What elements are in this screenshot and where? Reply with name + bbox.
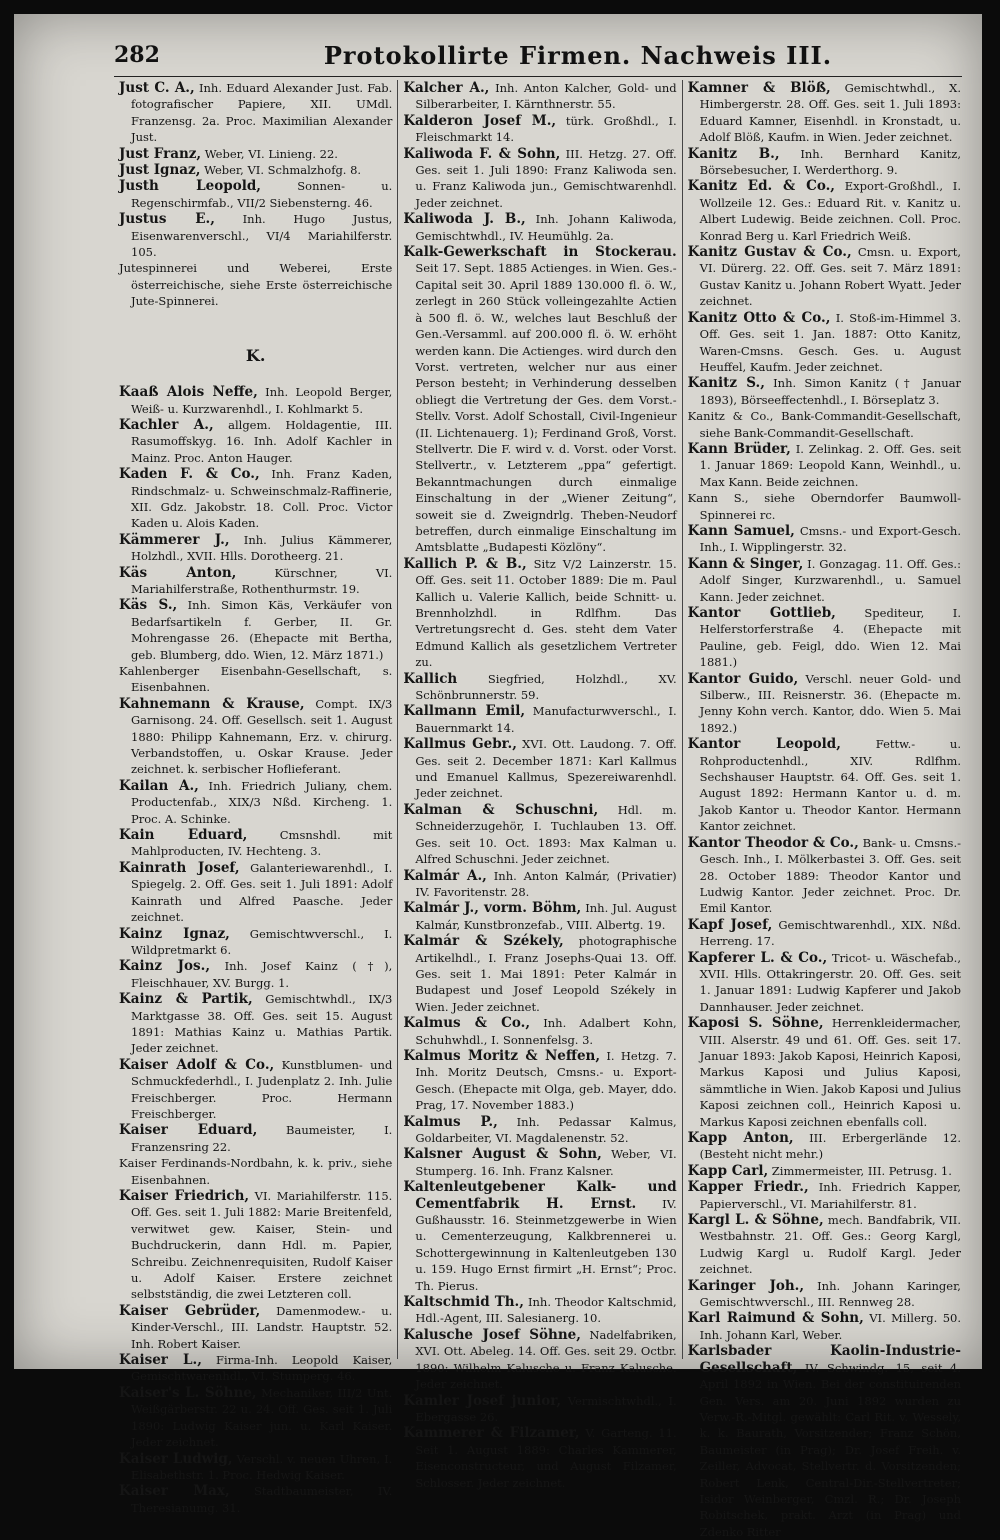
entry-text: III. Erbergerlände 12. (Besteht nicht mehr.) [699, 1131, 961, 1162]
firm-name: Kainz Ignaz, [119, 925, 230, 942]
directory-entry [403, 1114, 676, 1147]
directory-entry [403, 211, 676, 244]
directory-page [14, 14, 982, 1539]
entry-text: Gemischtwhdl., X. Himbergerstr. 28. Off. Ges. seit 1. Juli 1893: Eduard Kamner, Eisenhdl. in Kronstadt, u. Adolf Blöß, Kaufm. in Wien. Jeder zeichnet. [699, 81, 961, 145]
firm-name: Kaliwoda F. & Sohn, [403, 145, 561, 162]
directory-entry [403, 1146, 676, 1179]
directory-entry [403, 80, 676, 113]
directory-entry [119, 260, 392, 309]
entry-text: mech. Bandfabrik, VII. Westbahnstr. 21. Off. Ges.: Georg Kargl, Ludwig Kargl u. Rudolf Kargl. Jeder zeichnet. [699, 1213, 961, 1277]
entry-text: Damenmodew.- u. Kinder-Verschl., III. Landstr. Hauptstr. 52. Inh. Robert Kaiser. [131, 1303, 393, 1351]
directory-entry [119, 778, 392, 827]
directory-entry [119, 178, 392, 211]
entry-text: Kanitz & Co., Bank-Commandit-Gesellschaft, siehe Bank-Commandit-Gesellschaft. [687, 409, 961, 440]
directory-entry [403, 244, 676, 556]
entry-text: Spediteur, I. Helferstorferstraße 4. (Ehepacte mit Pauline, geb. Feigl, ddo. Wien 12. Mai 1881.) [699, 606, 961, 670]
entry-text: Inh. Simon Kanitz († Januar 1893), Börseeffectenhdl., I. Börseplatz 3. [699, 376, 961, 407]
entry-text: IV. Gußhausstr. 16. Steinmetzgewerbe in Wien u. Cementerzeugung, Kalkbrennerei u. Schottergewinnung in Kaltenleutgeben 130 u. 159. Hugo Ernst firmirt „H. Ernst“; Proc. Th. Pierus. [415, 1196, 677, 1293]
firm-name: Kantor Gottlieb, [687, 605, 836, 621]
entry-text: Kahlenberger Eisenbahn-Gesellschaft, s. Eisenbahnen. [119, 664, 393, 695]
directory-entry [688, 178, 961, 244]
entry-text: Jutespinnerei und Weberei, Erste österreichische, siehe Erste österreichische Jute-Spinnerei. [119, 261, 393, 309]
directory-entry [688, 671, 961, 737]
directory-entry [403, 736, 676, 802]
firm-name: Kallich P. & B., [403, 555, 527, 572]
firm-name: Käs S., [119, 597, 178, 614]
firm-name: Kantor Theodor & Co., [687, 834, 859, 851]
firm-name: Kailan A., [119, 777, 199, 794]
entry-text: Vermischtwhdl., I. Ebergasse 26. [415, 1393, 677, 1424]
firm-name: Kaltenleutgebener Kalk- und Cementfabrik H. Ernst. [403, 1179, 677, 1212]
entry-text: Baumeister, I. Franzensring 22. [131, 1123, 393, 1154]
firm-name: Kammerer & Filzamer, [403, 1425, 580, 1442]
directory-entry [119, 926, 392, 959]
firm-name: Kalmus Moritz & Neffen, [403, 1047, 601, 1064]
directory-entry [119, 1352, 392, 1385]
directory-entry [119, 384, 392, 417]
directory-entry [688, 1130, 961, 1163]
entry-text: Inh. Julius Kämmerer, Holzhdl., XVII. Hlls. Dorotheerg. 21. [131, 532, 393, 564]
directory-entry [688, 917, 961, 950]
directory-entry [688, 1212, 961, 1278]
entry-text: Kunstblumen- und Schmuckfederhdl., I. Judenplatz 2. Inh. Julie Freischberger. Proc. Hermann Freischberger. [131, 1057, 393, 1121]
firm-name: Kaiser Adolf & Co., [119, 1056, 275, 1073]
firm-name: Kallmann Emil, [403, 703, 526, 720]
entry-text: Siegfried, Holzhdl., XV. Schönbrunnerstr. 59. [415, 671, 677, 703]
directory-entry [688, 1179, 961, 1212]
directory-entry [119, 860, 392, 926]
firm-name: Kaiser Ludwig, [119, 1450, 233, 1467]
firm-name: Kahnemann & Krause, [119, 695, 305, 712]
firm-name: Kapp Anton, [687, 1130, 794, 1146]
directory-entry [688, 244, 961, 310]
directory-entry [403, 671, 676, 704]
directory-entry [119, 991, 392, 1057]
firm-name: Käs Anton, [119, 564, 237, 581]
entry-text: Manufacturwverschl., I. Bauernmarkt 14. [415, 704, 677, 735]
directory-entry [688, 1278, 961, 1311]
firm-name: Kachler A., [119, 416, 214, 433]
directory-entry [688, 1310, 961, 1343]
entry-text: Galanteriewarenhdl., I. Spiegelg. 2. Off. Ges. seit 1. Juli 1891: Adolf Kainrath und Alfred Paasche. Jeder zeichnet. [131, 860, 393, 925]
entry-text: Export-Großhdl., I. Wollzeile 12. Ges.: Eduard Rit. v. Kanitz u. Albert Ludewig. Beide zeichnen. Coll. Proc. Konrad Berg u. Karl Friedrich Weiß. [699, 179, 961, 243]
directory-entry [403, 703, 676, 736]
entry-text: Verschl. v. neuen Uhren, I. Elisabethstr. 1. Proc. Hedwig Kaiser. [131, 1451, 393, 1482]
directory-entry [403, 868, 676, 901]
directory-entry [403, 933, 676, 1015]
column-3 [682, 80, 966, 1539]
entry-text: Stadtbaumeister, IV. Theresianumg. 31. [131, 1484, 393, 1515]
entry-text: Nadelfabriken, XVI. Ott. Abeleg. 14. Off. Ges. seit 29. Octbr. 1890: Wilhelm Kalusche u. Franz Kalusche. Jeder zeichnet. [415, 1327, 677, 1392]
entry-text: Inh. Pedassar Kalmus, Goldarbeiter, VI. Magdalenenstr. 52. [415, 1114, 677, 1145]
entry-text: Inh. Anton Kalcher, Gold- und Silberarbeiter, I. Kärnthnerstr. 55. [415, 81, 677, 112]
directory-entry [403, 113, 676, 146]
directory-entry [119, 663, 392, 696]
directory-entry [403, 1048, 676, 1114]
entry-text: I. Stoß-im-Himmel 3. Off. Ges. seit 1. Jan. 1887: Otto Kanitz, Waren-Cmsns. Gesch. Ges. u. August Heuffel, Kaufm. Jeder zeichnet. [699, 310, 961, 374]
directory-entry [119, 696, 392, 778]
entry-text: Zimmermeister, III. Petrusg. 1. [768, 1163, 952, 1178]
directory-entry [403, 802, 676, 868]
entry-text: Cmsn. u. Export, VI. Dürerg. 22. Off. Ges. seit 7. März 1891: Gustav Kanitz u. Johann Robert Wyatt. Jeder zeichnet. [699, 245, 961, 309]
entry-text: Kaiser Ferdinands-Nordbahn, k. k. priv., siehe Eisenbahnen. [119, 1156, 393, 1187]
directory-entry [688, 310, 961, 376]
firm-name: Karinger Joh., [687, 1277, 805, 1294]
page-number: 282 [114, 42, 160, 68]
entry-text: Inh. Theodor Kaltschmid, Hdl.-Agent, III. Salesianerg. 10. [415, 1295, 677, 1326]
entry-text: Fettw.- u. Rohproductenhdl., XIV. Rdlfhm. Sechshauser Hauptstr. 64. Off. Ges. seit 1. August 1892: Hermann Kantor u. d. m. Jakob Kantor u. Theodor Kantor. Hermann Kantor zeichnet. [699, 737, 961, 834]
firm-name: Justh Leopold, [119, 178, 261, 195]
firm-name: Kamner & Blöß, [687, 80, 831, 96]
firm-name: Kaiser Friedrich, [119, 1188, 250, 1204]
page-header [114, 36, 962, 74]
entry-text: Firma-Inh. Leopold Kaiser, Gemischtwarenhdl., VI. Stumperg. 46. [131, 1353, 393, 1384]
entry-text: V. Garteng. 11. Seit 1. August 1889: Charles Kammerer, Eisenconstructeur, und August Filzamer, Schlosser. Jeder zeichnet. [415, 1426, 677, 1490]
entry-text: Tricot- u. Wäschefab., XVII. Hlls. Ottakringerstr. 20. Off. Ges. seit 1. Januar 1891: Ludwig Kapferer und Jakob Dannhauser. Jeder zeichnet. [699, 950, 961, 1014]
firm-name: Kalk-Gewerkschaft in Stockerau. [403, 244, 677, 261]
entry-text: Inh. Leopold Berger, Weiß- u. Kurzwarenhdl., I. Kohlmarkt 5. [131, 385, 393, 416]
directory-entry [688, 146, 961, 179]
firm-name: Just C. A., [119, 80, 195, 96]
directory-entry [119, 1155, 392, 1188]
entry-text: Inh. Franz Kaden, Rindschmalz- u. Schweinschmalz-Raffinerie, XII. Gdz. Jakobstr. 18. Coll. Proc. Victor Kaden u. Alois Kaden. [131, 467, 393, 531]
firm-name: Kalman & Schuschni, [403, 801, 599, 818]
entry-text: I. Hetzg. 7. Inh. Moritz Deutsch, Cmsns.- u. Export-Gesch. (Ehepacte mit Olga, geb. Mayer, ddo. Prag, 17. November 1883.) [415, 1048, 677, 1113]
firm-name: Kalusche Josef Söhne, [403, 1326, 581, 1343]
entry-text: Verschl. neuer Gold- und Silberw., III. Reisnerstr. 36. (Ehepacte m. Jenny Kohn verch. Kantor, ddo. Wien 5. Mai 1892.) [699, 671, 961, 735]
directory-entry [688, 408, 961, 441]
entry-text: VI. Millerg. 50. Inh. Johann Karl, Weber. [699, 1311, 961, 1342]
directory-entry [688, 1343, 961, 1540]
firm-name: Kapf Josef, [687, 916, 773, 933]
firm-name: Kapper Friedr., [687, 1179, 809, 1196]
entry-text: IV. Schwindg. 15, seit 4. April 1892 in Wien. Bei der constituirenden Gen. Vers. am 20. Juni 1892 wurden zu Verw.-R.-Mitgl. gewählt: Carl Rit. v. Wessely, k. k. Baurath, Vorsitzender; Franz Schön, Baumeister (in Prag); Dr. Josef Freih. v. Zeiller, Advocat, Stellvertr. d. Vorsitzenden; Robert Lenk, Central-Dir.-Stellvertreter; Isidor Weinberger, Cmzl. R.; Dr. Joseph Robitschek, prakt. Arzt (in Prag) und Zdenko Ritter [699, 1360, 961, 1539]
entry-text: Gemischtwarenhdl., XIX. Nßd. Herreng. 17. [699, 917, 961, 949]
directory-entry [119, 1303, 392, 1352]
directory-entry [119, 146, 392, 162]
firm-name: Kalmár & Székely, [403, 933, 564, 950]
firm-name: Kaiser's L. Söhne, [119, 1384, 257, 1401]
firm-name: Kaposi S. Söhne, [687, 1015, 824, 1032]
entry-text: türk. Großhdl., I. Fleischmarkt 14. [415, 113, 677, 145]
directory-entry [119, 532, 392, 565]
directory-entry [688, 835, 961, 917]
directory-entry [403, 1294, 676, 1327]
firm-name: Kanitz S., [687, 375, 765, 392]
directory-entry [119, 958, 392, 991]
entry-text: Weber, VI. Linieng. 22. [201, 146, 338, 161]
directory-entry [688, 556, 961, 605]
firm-name: Just Franz, [119, 145, 202, 162]
directory-entry [688, 523, 961, 556]
columns [114, 80, 966, 1539]
entry-text: Inh. Bernhard Kanitz, Börsebesucher, I. Werderthorg. 9. [699, 146, 961, 178]
entry-text: I. Zelinkag. 2. Off. Ges. seit 1. Januar 1869: Leopold Kann, Weinhdl., u. Max Kann. Beide zeichnen. [699, 441, 961, 489]
firm-name: Kalmár J., vorm. Böhm, [403, 900, 582, 917]
directory-entry [119, 466, 392, 532]
entry-text: Gemischtwhdl., IX/3 Marktgasse 38. Off. Ges. seit 15. August 1891: Mathias Kainz u. Mathias Partik. Jeder zeichnet. [131, 992, 393, 1056]
firm-name: Kaltschmid Th., [403, 1294, 524, 1311]
section-letter: K. [245, 345, 266, 365]
directory-entry [119, 565, 392, 598]
directory-entry [403, 1425, 676, 1491]
firm-name: Just Ignaz, [119, 162, 201, 179]
entry-text: Mechaniker, III/2 Unt. Weißgärberstr. 22 u. 24. Off. Ges. seit 1. Juli 1890: Ludwig Kaiser jun. u. Karl Kaiser. Jeder zeichnet. [131, 1385, 393, 1450]
firm-name: Kain Eduard, [119, 827, 248, 844]
directory-entry [119, 1188, 392, 1303]
directory-entry [403, 146, 676, 212]
firm-name: Kalmus P., [403, 1113, 498, 1130]
entry-text: III. Hetzg. 27. Off. Ges. seit 1. Juli 1890: Franz Kaliwoda sen. u. Franz Kaliwoda jun., Gemischtwarenhdl. Jeder zeichnet. [415, 146, 677, 210]
entry-text: Gemischtwverschl., I. Wildpretmarkt 6. [131, 926, 393, 957]
entry-text: Bank- u. Cmsns.-Gesch. Inh., I. Mölkerbastei 3. Off. Ges. seit 28. October 1889: Theodor Kantor und Ludwig Kantor. Jeder zeichnet. Proc. Dr. Emil Kantor. [699, 835, 961, 916]
firm-name: Kamler Josef junior, [403, 1392, 562, 1409]
entry-text: Inh. Johann Kaliwoda, Gemischtwhdl., IV. Heumühlg. 2a. [415, 212, 677, 243]
entry-text: Herrenkleidermacher, VIII. Alserstr. 49 und 61. Off. Ges. seit 17. Januar 1893: Jakob Kaposi, Heinrich Kaposi, Markus Kaposi und Julius Kaposi, sämmtliche in Wien. Jakob Kaposi und Julius Kaposi zeichnen coll., Heinrich Kaposi u. Markus Kaposi zeichnen ebenfalls coll. [699, 1016, 961, 1129]
firm-name: Karl Raimund & Sohn, [687, 1310, 864, 1327]
entry-text: Cmsnshdl. mit Mahlproducten, IV. Hechteng. 3. [131, 828, 393, 859]
firm-name: Kaaß Alois Neffe, [119, 384, 258, 401]
firm-name: Kainz & Partik, [119, 991, 253, 1008]
firm-name: Kanitz Gustav & Co., [687, 244, 852, 261]
entry-text: Inh. Anton Kalmár, (Privatier) IV. Favoritenstr. 28. [415, 868, 677, 899]
firm-name: Kaiser Eduard, [119, 1122, 258, 1139]
firm-name: Kalmár A., [403, 867, 487, 884]
directory-entry [403, 1393, 676, 1426]
entry-text: Inh. Adalbert Kohn, Schuhwhdl., I. Sonnenfelsg. 3. [415, 1016, 677, 1047]
directory-entry [688, 605, 961, 671]
firm-name: Kann Samuel, [687, 522, 795, 539]
entry-text: VI. Mariahilferstr. 115. Off. Ges. seit 1. Juli 1882: Marie Breitenfeld, verwitwet gew. Kaiser, Stein- und Buchdruckerin, dann Hdl. m. Papier, Schreibu. Zeichnenrequisiten, Rudolf Kaiser u. Adolf Kaiser. Erstere zeichnet selbstständig, die zwei Letzteren coll. [131, 1189, 393, 1302]
entry-text: Weber, VI. Schmalzhofg. 8. [200, 163, 362, 178]
directory-entry [688, 736, 961, 834]
firm-name: Kanitz B., [687, 145, 780, 162]
firm-name: Kalsner August & Sohn, [403, 1146, 602, 1163]
directory-entry [119, 80, 392, 146]
firm-name: Kalderon Josef M., [403, 112, 557, 129]
entry-text: Sitz V/2 Lainzerstr. 15. Off. Ges. seit 11. October 1889: Die m. Paul Kallich u. Valerie Kallich, beide Schnitt- u. Brennholzhdl. in Rdlfhm. Das Vertretungsrecht d. Ges. steht dem Vater Edmund Kallich als gesetzlichem Vertreter zu. [415, 556, 677, 670]
entry-text: Inh. Simon Käs, Verkäufer von Bedarfsartikeln f. Gerber, II. Gr. Mohrengasse 26. (Ehepacte mit Bertha, geb. Blumberg, ddo. Wien, 12. März 1871.) [131, 598, 393, 662]
directory-entry [403, 1015, 676, 1048]
directory-entry [688, 375, 961, 408]
entry-text: allgem. Holdagentie, III. Rasumoffskyg. 16. Inh. Adolf Kachler in Mainz. Proc. Anton Hauger. [131, 417, 393, 465]
running-head: Protokollirte Firmen. Nachweis III. [323, 40, 833, 70]
firm-name: Kalcher A., [403, 80, 490, 96]
directory-entry [403, 556, 676, 671]
firm-name: Kaiser Max, [119, 1483, 230, 1500]
directory-entry [119, 211, 392, 260]
directory-entry [688, 1015, 961, 1130]
firm-name: Kainz Jos., [119, 958, 211, 975]
firm-name: Kapp Carl, [687, 1162, 769, 1179]
directory-entry [119, 417, 392, 466]
directory-entry [688, 950, 961, 1016]
directory-entry [688, 441, 961, 490]
column-2 [397, 80, 681, 1490]
firm-name: Justus E., [119, 211, 215, 228]
firm-name: Kaliwoda J. B., [403, 211, 526, 228]
directory-entry [119, 1057, 392, 1123]
firm-name: Kanitz Otto & Co., [687, 309, 831, 326]
firm-name: Kaden F. & Co., [119, 466, 260, 483]
entry-text: Cmsns.- und Export-Gesch. Inh., I. Wipplingerstr. 32. [699, 523, 961, 555]
entry-text: Inh. Eduard Alexander Just. Fab. fotografischer Papiere, XII. UMdl. Franzensg. 2a. Proc. Maximilian Alexander Just. [131, 81, 393, 145]
entry-text: Seit 17. Sept. 1885 Actienges. in Wien. Ges.-Capital seit 30. April 1889 130.000 fl. ö. W., zerlegt in 260 Stück volleingezahlte Actien à 500 fl. ö. W., welches laut Beschluß der Gen.-Versamml. auf 200.000 fl. ö. W. erhöht werden kann. Die Actienges. wird durch den Vorst. vertreten, welcher nur aus einer Person besteht; in Verhinderung desselben obliegt die Vertretung der Ges. dem Vorst.-Stellv. Vorst. Adolf Schostall, Civil-Ingenieur (II. Lichtenauerg. 1); Ferdinand Groß, Vorst. Stellvertr. Die F. wird v. d. Vorst. oder Vorst. Stellvertr., v. Letzterem „ppa“ gefertigt. Bekanntmachungen durch einmalige Einschaltung in der „Wiener Zeitung“, soweit sie d. Zweigndrlg. Theben-Neudorf betreffen, durch einmalige Einschaltung im Amtsblatte „Budapesti Közlöny“. [415, 261, 677, 555]
entry-text: photographische Artikelhdl., I. Franz Josephs-Quai 13. Off. Ges. seit 1. Mai 1891: Peter Kalmár in Budapest und Josef Leopold Székely in Wien. Jeder zeichnet. [415, 934, 677, 1014]
firm-name: Kainrath Josef, [119, 859, 240, 876]
directory-entry [403, 1179, 676, 1294]
directory-entry [119, 1385, 392, 1451]
entry-text: Hdl. m. Schneiderzugehör, I. Tuchlauben 13. Off. Ges. seit 10. Oct. 1893: Max Kalman u. Alfred Schuschni. Jeder zeichnet. [415, 802, 677, 867]
directory-entry [119, 827, 392, 860]
firm-name: Kapferer L. & Co., [687, 949, 828, 966]
firm-name: Kantor Leopold, [687, 736, 841, 753]
entry-text: Kann S., siehe Oberndorfer Baumwoll-Spinnerei rc. [687, 491, 961, 522]
entry-text: Inh. Josef Kainz (†), Fleischhauer, XV. Burgg. 1. [131, 959, 393, 990]
entry-text: XVI. Ott. Laudong. 7. Off. Ges. seit 2. December 1871: Karl Kallmus und Emanuel Kallmus, Spezereiwarenhdl. Jeder zeichnet. [415, 737, 677, 801]
directory-entry [403, 1327, 676, 1393]
firm-name: Kaiser L., [119, 1352, 202, 1369]
entry-text: Inh. Friedrich Juliany, chem. Productenfab., XIX/3 Nßd. Kircheng. 1. Proc. A. Schinke. [131, 778, 393, 826]
firm-name: Kämmerer J., [119, 531, 230, 548]
firm-name: Kallmus Gebr., [403, 736, 517, 753]
entry-text: I. Gonzagag. 11. Off. Ges.: Adolf Singer, Kurzwarenhdl., u. Samuel Kann. Jeder zeichnet. [699, 556, 961, 604]
directory-entry [119, 162, 392, 178]
firm-name: Kantor Guido, [687, 670, 799, 687]
directory-entry [119, 597, 392, 663]
firm-name: Kann Brüder, [687, 440, 791, 457]
entry-text: Inh. Jul. August Kalmár, Kunstbronzefab., VIII. Albertg. 19. [415, 901, 677, 932]
firm-name: Kargl L. & Söhne, [687, 1212, 824, 1229]
directory-entry [688, 1163, 961, 1179]
header-rule [114, 76, 962, 77]
firm-name: Kalmus & Co., [403, 1015, 531, 1032]
directory-entry [119, 1483, 392, 1516]
directory-entry [688, 490, 961, 523]
directory-entry [403, 900, 676, 933]
directory-entry [688, 80, 961, 146]
directory-entry [119, 1122, 392, 1155]
firm-name: Kallich [403, 670, 458, 687]
entry-text: Kürschner, VI. Mariahilferstraße, Rothenthurmstr. 19. [131, 565, 393, 596]
column-1 [114, 80, 397, 1515]
entry-text: Sonnen- u. Regenschirmfab., VII/2 Siebensterng. 46. [131, 179, 393, 210]
entry-text: Compt. IX/3 Garnisong. 24. Off. Gesellsch. seit 1. August 1880: Philipp Kahnemann, Erz. v. chirurg. Verbandstoffen, u. Oskar Krause. Jeder zeichnet. k. serbischer Hoflieferant. [131, 696, 393, 777]
entry-text: Inh. Friedrich Kapper, Papierverschl., VI. Mariahilferstr. 81. [699, 1180, 961, 1211]
directory-entry [119, 1451, 392, 1484]
entry-text: Weber, VI. Stumperg. 16. Inh. Franz Kalsner. [415, 1147, 677, 1178]
firm-name: Kanitz Ed. & Co., [687, 178, 835, 195]
entry-text: Inh. Hugo Justus, Eisenwarenverschl., VI/4 Mariahilferstr. 105. [131, 212, 393, 260]
entry-text: Inh. Johann Karinger, Gemischtwverschl., III. Rennweg 28. [699, 1278, 961, 1310]
firm-name: Karlsbader Kaolin-Industrie-Gesellschaft, [687, 1343, 961, 1376]
firm-name: Kaiser Gebrüder, [119, 1302, 261, 1319]
firm-name: Kann & Singer, [687, 555, 804, 572]
